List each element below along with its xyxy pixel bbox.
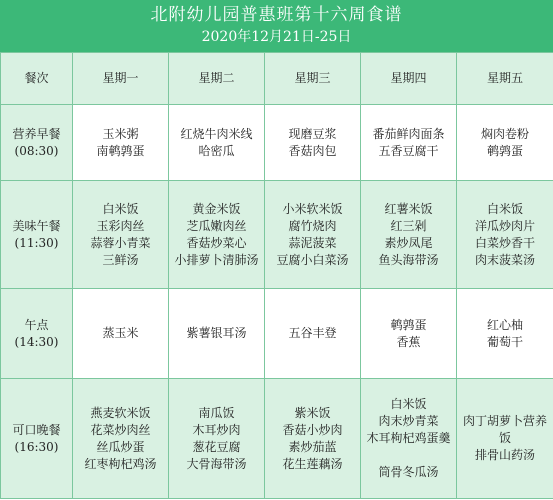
meal-label-cell — [1, 379, 73, 499]
dish: 五香豆腐干 — [378, 143, 439, 158]
dish: 黄金米饭 — [192, 201, 241, 216]
dish: 五谷丰登 — [288, 326, 337, 340]
menu-cell-tue — [169, 289, 265, 379]
menu-cell-fri — [457, 289, 553, 379]
dish: 白米饭 — [102, 201, 139, 216]
dish: 洋瓜炒肉片 — [474, 218, 535, 233]
dish: 木耳炒肉 — [192, 422, 241, 437]
spacer-line — [363, 447, 454, 464]
dish: 红枣枸杞鸡汤 — [84, 456, 157, 471]
menu-cell-mon — [73, 181, 169, 289]
meal-label-cell — [1, 289, 73, 379]
dish: 白菜炒香干 — [474, 235, 535, 250]
menu-cell-thu — [361, 289, 457, 379]
dish: 南瓜饭 — [198, 405, 235, 420]
dish: 花菜炒肉丝 — [90, 422, 151, 437]
meal-time: (11:30) — [14, 235, 59, 250]
meal-time: (08:30) — [14, 143, 59, 158]
dish: 红薯米饭 — [384, 201, 433, 216]
dish: 南鹌鹑蛋 — [96, 143, 145, 158]
dish: 焖肉卷粉 — [480, 126, 529, 141]
dish: 香菇小炒肉 — [282, 422, 343, 437]
dish: 素炒凤尾 — [384, 235, 433, 250]
dish: 素炒茄蓝 — [288, 439, 337, 454]
menu-cell-thu — [361, 181, 457, 289]
dish: 香菇炒菜心 — [186, 235, 247, 250]
dish: 芝瓜嫩肉丝 — [186, 218, 247, 233]
menu-cell-tue — [169, 379, 265, 499]
dish: 肉丁胡萝卜营养饭 — [462, 414, 547, 445]
dish: 蒜泥菠菜 — [288, 235, 337, 250]
menu-cell-wed — [265, 105, 361, 181]
dish: 大骨海带汤 — [186, 456, 247, 471]
table-header-row — [1, 53, 553, 105]
menu-cell-mon — [73, 289, 169, 379]
meal-time: (16:30) — [14, 439, 59, 454]
dish: 丝瓜炒蛋 — [96, 439, 145, 454]
dish: 白米饭 — [486, 201, 523, 216]
menu-cell-tue — [169, 181, 265, 289]
column-header-friday: 星期五 — [457, 53, 553, 105]
dish: 玉米粥 — [102, 126, 139, 141]
column-header-meal: 餐次 — [1, 53, 73, 105]
meal-name: 午点 — [24, 317, 49, 332]
dish: 小排萝卜清肺汤 — [174, 252, 259, 267]
dish: 哈密瓜 — [198, 143, 235, 158]
dish: 木耳枸杞鸡蛋羹 — [366, 431, 451, 445]
column-header-monday: 星期一 — [73, 53, 169, 105]
dish: 红三剁 — [390, 218, 427, 233]
column-header-wednesday: 星期三 — [265, 53, 361, 105]
meal-label-cell — [1, 105, 73, 181]
date-range: 2020年12月21日-25日 — [201, 29, 352, 45]
dish: 蒸玉米 — [102, 326, 139, 340]
dish: 筒骨冬瓜汤 — [378, 465, 439, 479]
dish: 肉末菠菜汤 — [474, 252, 535, 267]
menu-cell-fri — [457, 105, 553, 181]
dish: 排骨山药汤 — [474, 448, 535, 462]
dish: 鹌鹑蛋 — [390, 317, 427, 332]
meal-time: (14:30) — [14, 334, 59, 349]
dish: 红心柚 — [486, 317, 523, 332]
menu-cell-tue — [169, 105, 265, 181]
page-title: 北附幼儿园普惠班第十六周食谱 — [150, 5, 403, 25]
column-header-tuesday: 星期二 — [169, 53, 265, 105]
menu-table — [0, 52, 553, 499]
dish: 小米软米饭 — [282, 201, 343, 216]
dish: 玉彩肉丝 — [96, 218, 145, 233]
meal-label-cell — [1, 181, 73, 289]
dish: 燕麦软米饭 — [90, 405, 151, 420]
dish: 鹌鹑蛋 — [486, 143, 523, 158]
meal-name: 营养早餐 — [12, 126, 61, 141]
dish: 番茄鲜肉面条 — [372, 126, 445, 141]
dish: 三鲜汤 — [102, 252, 139, 267]
menu-cell-mon — [73, 379, 169, 499]
column-header-thursday: 星期四 — [361, 53, 457, 105]
menu-cell-fri — [457, 379, 553, 499]
dish: 香蕉 — [396, 334, 421, 349]
meal-row-snack — [1, 289, 553, 379]
header-banner — [0, 0, 553, 52]
meal-name: 美味午餐 — [12, 218, 61, 233]
menu-cell-wed — [265, 379, 361, 499]
dish: 豆腐小白菜汤 — [276, 252, 349, 267]
dish: 花生莲藕汤 — [282, 456, 343, 471]
menu-cell-thu — [361, 379, 457, 499]
dish: 葱花豆腐 — [192, 439, 241, 454]
menu-cell-thu — [361, 105, 457, 181]
dish: 腐竹烧肉 — [288, 218, 337, 233]
dish: 紫米饭 — [294, 405, 331, 420]
meal-name: 可口晚餐 — [12, 422, 61, 437]
dish: 葡萄干 — [486, 334, 523, 349]
dish: 紫薯银耳汤 — [186, 326, 247, 340]
menu-cell-fri — [457, 181, 553, 289]
dish: 香菇肉包 — [288, 143, 337, 158]
dish: 鱼头海带汤 — [378, 252, 439, 267]
meal-row-dinner — [1, 379, 553, 499]
dish: 蒜蓉小青菜 — [90, 235, 151, 250]
meal-row-breakfast — [1, 105, 553, 181]
dish: 白米饭 — [390, 397, 427, 411]
menu-cell-wed — [265, 289, 361, 379]
menu-cell-mon — [73, 105, 169, 181]
menu-cell-wed — [265, 181, 361, 289]
meal-row-lunch — [1, 181, 553, 289]
dish: 肉末炒青菜 — [378, 414, 439, 428]
dish: 现磨豆浆 — [288, 126, 337, 141]
dish: 红烧牛肉米线 — [180, 126, 253, 141]
